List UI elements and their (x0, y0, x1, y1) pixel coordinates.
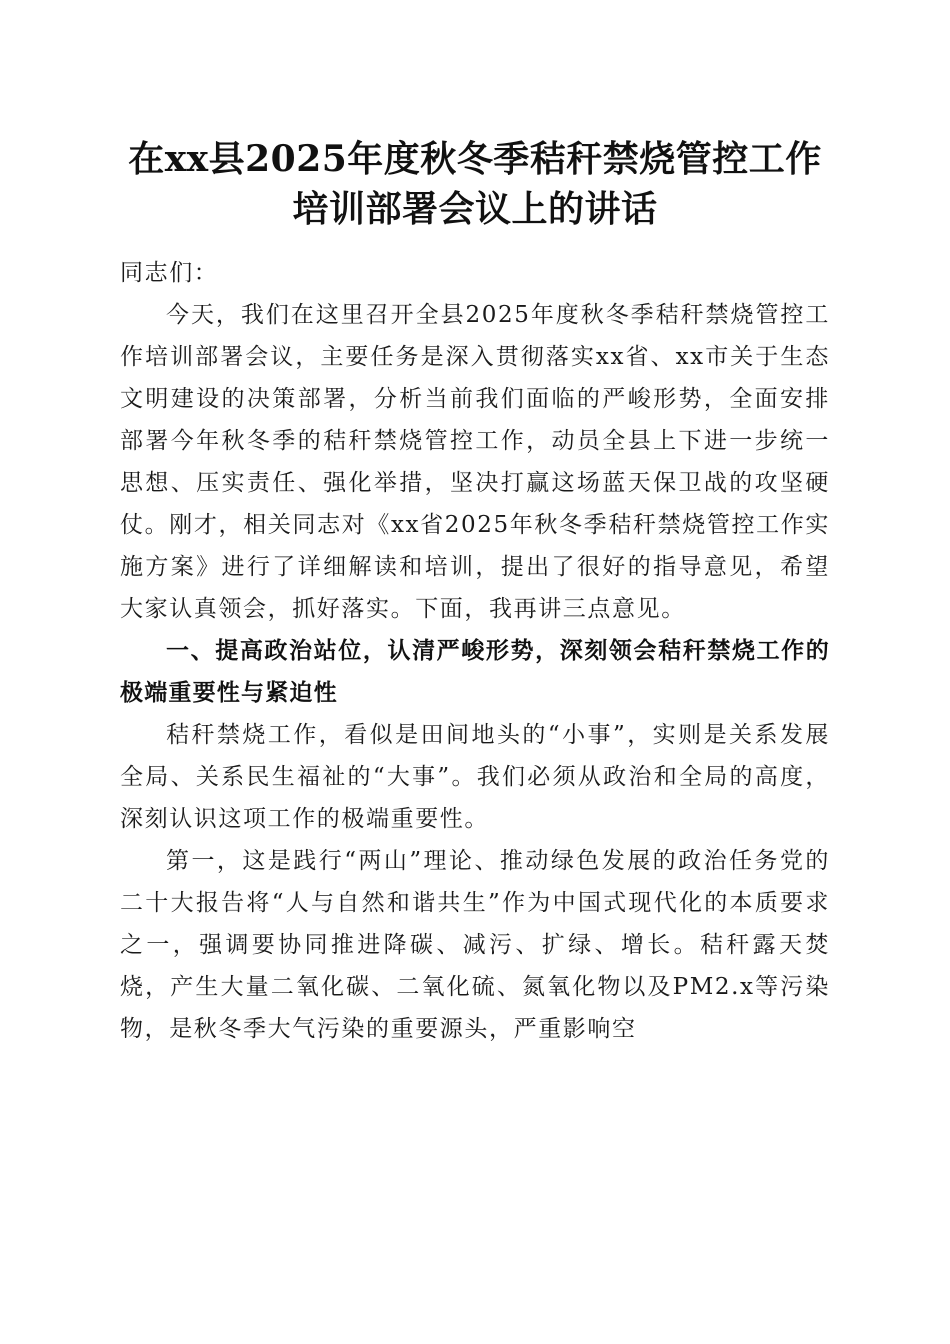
document-body (120, 252, 830, 1050)
section-1-paragraph-2: 第一，这是践行“两山”理论、推动绿色发展的政治任务党的二十大报告将“人与自然和谐共生”作为中国式现代化的本质要求之一，强调要协同推进降碳、减污、扩绿、增长。秸秆露天焚烧，产生大量二氧化碳、二氧化硫、氮氧化物以及PM2.x等污染物，是秋冬季大气污染的重要源头，严重影响空 (120, 848, 830, 1042)
section-1-paragraph-1: 秸秆禁烧工作，看似是田间地头的“小事”，实则是关系发展全局、关系民生福祉的“大事”。我们必须从政治和全局的高度，深刻认识这项工作的极端重要性。 (120, 722, 830, 832)
section-1-heading: 一、提高政治站位，认清严峻形势，深刻领会秸秆禁烧工作的极端重要性与紧迫性 (120, 638, 830, 706)
greeting: 同志们： (120, 260, 219, 286)
document-title: 在xx县2025年度秋冬季秸秆禁烧管控工作培训部署会议上的讲话 (128, 138, 822, 230)
intro-paragraph: 今天，我们在这里召开全县2025年度秋冬季秸秆禁烧管控工作培训部署会议，主要任务是深入贯彻落实xx省、xx市关于生态文明建设的决策部署，分析当前我们面临的严峻形势，全面安排部署今年秋冬季的秸秆禁烧管控工作，动员全县上下进一步统一思想、压实责任、强化举措，坚决打赢这场蓝天保卫战的攻坚硬仗。刚才，相关同志对《xx省2025年秋冬季秸秆禁烧管控工作实施方案》进行了详细解读和培训，提出了很好的指导意见，希望大家认真领会，抓好落实。下面，我再讲三点意见。 (120, 302, 830, 622)
